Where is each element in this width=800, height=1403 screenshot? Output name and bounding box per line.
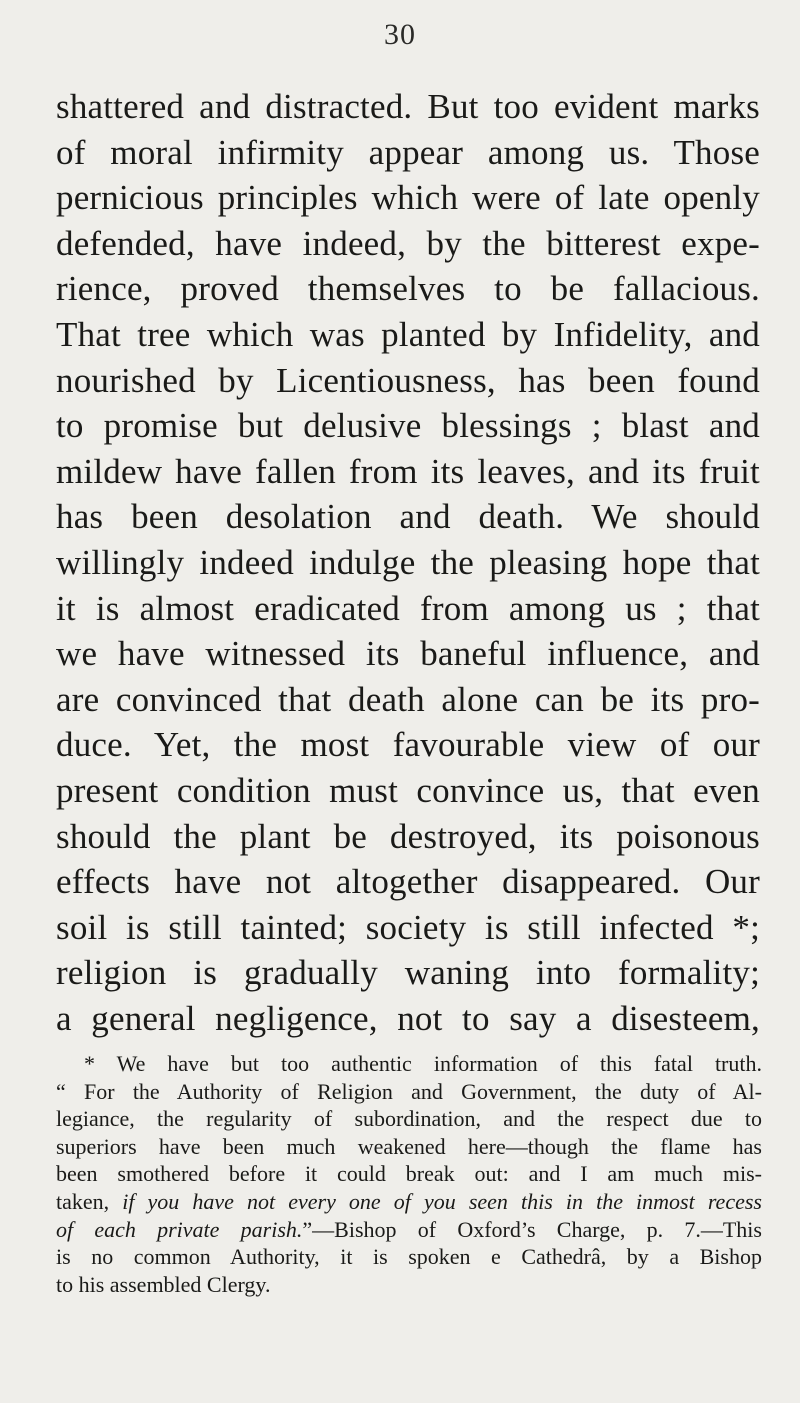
text-line: nourished by Licentiousness, has been found xyxy=(56,360,760,400)
footnote xyxy=(56,1050,762,1298)
footnote-line: is no common Authority, it is spoken e Cathedrâ, by a Bishop xyxy=(56,1244,762,1270)
footnote-line xyxy=(56,1188,762,1216)
footnote-line xyxy=(56,1216,762,1244)
footnote-italic-quote: if you have not every one of you seen this in the inmost recess xyxy=(122,1188,762,1214)
footnote-line: legiance, the regularity of subordination, and the respect due to xyxy=(56,1106,762,1132)
footnote-line: “ For the Authority of Religion and Government, the duty of Al- xyxy=(56,1078,762,1104)
text-line: rience, proved themselves to be fallacious. xyxy=(56,269,760,309)
footnote-line: been smothered before it could break out: and I am much mis- xyxy=(56,1161,762,1187)
text-line: of moral infirmity appear among us. Those xyxy=(56,132,760,172)
text-line: present condition must convince us, that even xyxy=(56,770,760,810)
text-line: should the plant be destroyed, its poisonous xyxy=(56,816,760,856)
text-line: soil is still tainted; society is still infected *; xyxy=(56,907,760,947)
text-line: duce. Yet, the most favourable view of our xyxy=(56,725,760,765)
text-line: to promise but delusive blessings ; blast and xyxy=(56,406,760,446)
text-line: we have witnessed its baneful influence, and xyxy=(56,634,760,674)
main-text xyxy=(56,84,760,1041)
footnote-text: taken, xyxy=(56,1188,123,1214)
footnote-line: superiors have been much weakened here—though the flame has xyxy=(56,1133,762,1159)
footnote-italic-quote: of each private parish. xyxy=(56,1216,303,1242)
text-line: effects have not altogether disappeared. Our xyxy=(56,862,760,902)
text-line: That tree which was planted by Infidelity, and xyxy=(56,314,760,354)
text-line: it is almost eradicated from among us ; that xyxy=(56,588,760,628)
text-line: are convinced that death alone can be its pro- xyxy=(56,679,760,719)
footnote-line: to his assembled Clergy. xyxy=(56,1271,271,1297)
text-line: has been desolation and death. We should xyxy=(56,497,760,537)
text-line: pernicious principles which were of late openly xyxy=(56,178,760,218)
text-line: willingly indeed indulge the pleasing hope that xyxy=(56,542,760,582)
footnote-text: ”—Bishop of Oxford’s Charge, p. 7.—This xyxy=(302,1216,762,1242)
text-line: a general negligence, not to say a disesteem, xyxy=(56,998,760,1038)
text-line: defended, have indeed, by the bitterest expe- xyxy=(56,223,760,263)
page-number: 30 xyxy=(384,18,416,51)
text-line: mildew have fallen from its leaves, and its fruit xyxy=(56,451,760,491)
text-line: shattered and distracted. But too evident marks xyxy=(56,87,760,126)
footnote-line: * We have but too authentic information of this fatal truth. xyxy=(84,1051,762,1076)
text-line: religion is gradually waning into formality; xyxy=(56,953,760,993)
